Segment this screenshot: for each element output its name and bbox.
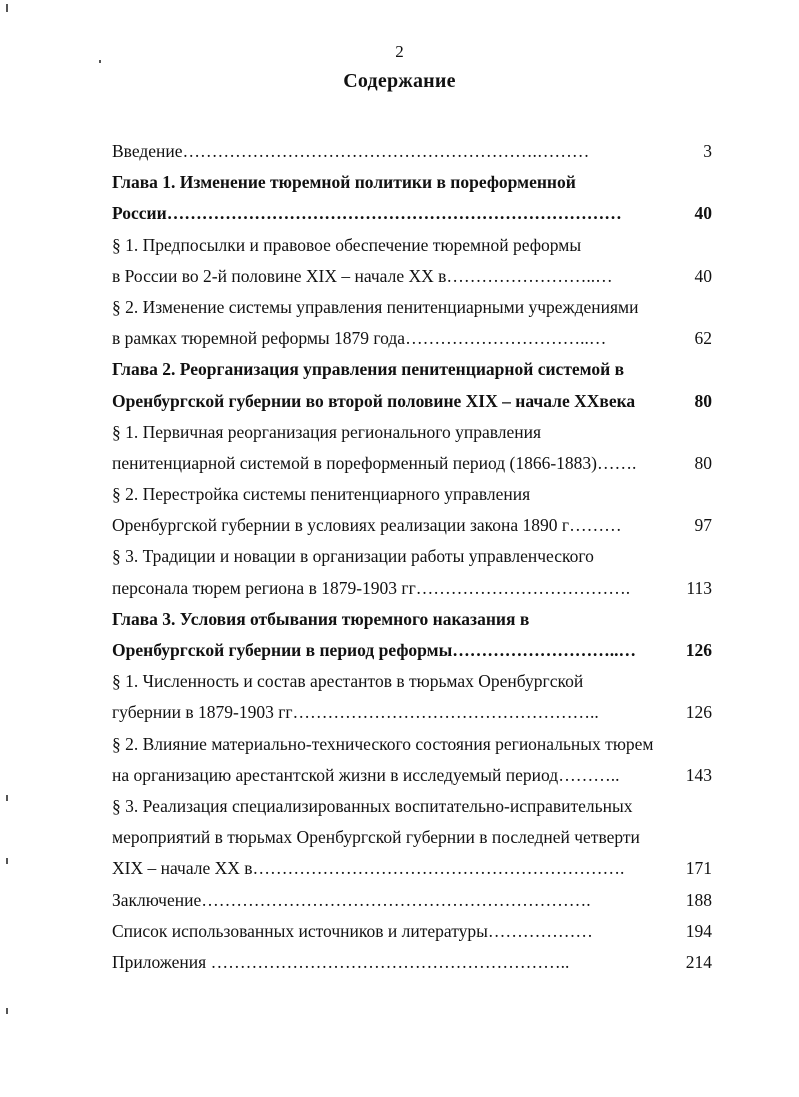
toc-entry-text: XIX – начале XX в………………………………………………………. bbox=[112, 858, 625, 879]
toc-page-number: 188 bbox=[685, 889, 712, 910]
toc-line bbox=[112, 167, 712, 198]
toc-entry-text: персонала тюрем региона в 1879-1903 гг………………………………. bbox=[112, 577, 631, 598]
toc-line bbox=[112, 822, 712, 853]
page-title: Содержание bbox=[343, 70, 456, 92]
toc-page-number: 80 bbox=[694, 452, 712, 473]
toc-entry-text: пенитенциарной системой в пореформенный период (1866-1883)……. bbox=[112, 452, 637, 473]
toc-entry-text: Приложения …………………………………………………….. bbox=[112, 951, 570, 972]
toc-entry-text: мероприятий в тюрьмах Оренбургской губернии в последней четверти bbox=[112, 827, 640, 848]
toc-line bbox=[112, 604, 712, 635]
toc-entry-text: § 1. Предпосылки и правовое обеспечение тюремной реформы bbox=[112, 234, 582, 255]
toc-line bbox=[112, 573, 712, 604]
toc-line bbox=[112, 479, 712, 510]
toc-entry-text: Введение…………………………………………………….……… bbox=[112, 141, 590, 161]
toc-entry-text: § 3. Реализация специализированных воспитательно-исправительных bbox=[112, 795, 633, 816]
toc-entry-text: § 1. Первичная реорганизация регионального управления bbox=[112, 421, 542, 442]
toc-line bbox=[112, 386, 712, 417]
toc-line bbox=[112, 729, 712, 760]
toc-entry-text: в рамках тюремной реформы 1879 года…………………………..… bbox=[112, 328, 607, 349]
toc-page-number: 126 bbox=[685, 640, 712, 660]
toc-entry-text: Список использованных источников и литературы……………… bbox=[112, 920, 593, 941]
toc-line bbox=[112, 760, 712, 791]
page-number: 2 bbox=[395, 42, 404, 61]
toc-line bbox=[112, 448, 712, 479]
toc-entry-text: Оренбургской губернии в условиях реализации закона 1890 г……… bbox=[112, 515, 622, 536]
toc-line bbox=[112, 916, 712, 947]
toc-entry-text: губернии в 1879-1903 гг…………………………………………….. bbox=[112, 702, 599, 723]
toc-line bbox=[112, 541, 712, 572]
toc-entry-text: § 3. Традиции и новации в организации работы управленческого bbox=[112, 546, 594, 567]
toc-line bbox=[112, 198, 712, 229]
toc-line bbox=[112, 510, 712, 541]
toc-line bbox=[112, 136, 712, 167]
toc-line bbox=[112, 791, 712, 822]
toc-page-number: 97 bbox=[694, 515, 712, 536]
toc-page-number: 194 bbox=[685, 920, 712, 941]
toc-line bbox=[112, 261, 712, 292]
scan-mark bbox=[99, 60, 101, 63]
scan-mark bbox=[6, 1008, 8, 1014]
toc-entry-text: § 2. Изменение системы управления пенитенциарными учреждениями bbox=[112, 296, 639, 317]
toc-entry-text: Заключение…………………………………………………………. bbox=[112, 889, 591, 910]
toc-entry-text: России…………………………………………………………………… bbox=[112, 203, 622, 224]
scan-mark bbox=[6, 858, 8, 864]
table-of-contents bbox=[112, 136, 712, 978]
toc-line bbox=[112, 697, 712, 728]
toc-page-number: 143 bbox=[685, 764, 712, 785]
toc-entry-text: на организацию арестантской жизни в исследуемый период……….. bbox=[112, 764, 620, 785]
toc-entry-text: Оренбургской губернии во второй половине XIX – начале XXвека bbox=[112, 390, 636, 411]
toc-page-number: 214 bbox=[685, 951, 712, 972]
toc-page-number: 40 bbox=[694, 265, 712, 286]
toc-page-number: 62 bbox=[694, 328, 712, 349]
toc-entry-text: § 2. Влияние материально-технического состояния региональных тюрем bbox=[112, 733, 654, 754]
toc-line bbox=[112, 417, 712, 448]
toc-entry-text: § 1. Численность и состав арестантов в тюрьмах Оренбургской bbox=[112, 671, 584, 692]
toc-page-number: 3 bbox=[703, 141, 712, 161]
toc-line bbox=[112, 853, 712, 884]
toc-line bbox=[112, 885, 712, 916]
toc-page-number: 171 bbox=[685, 858, 712, 879]
scan-mark bbox=[6, 4, 8, 12]
toc-line bbox=[112, 292, 712, 323]
toc-entry-text: § 2. Перестройка системы пенитенциарного управления bbox=[112, 484, 531, 505]
toc-entry-text: Глава 3. Условия отбывания тюремного наказания в bbox=[112, 608, 530, 629]
toc-line bbox=[112, 230, 712, 261]
toc-entry-text: Глава 2. Реорганизация управления пенитенциарной системой в bbox=[112, 359, 625, 380]
toc-line bbox=[112, 666, 712, 697]
toc-line bbox=[112, 947, 712, 978]
toc-entry-text: Оренбургской губернии в период реформы………………………..… bbox=[112, 640, 636, 660]
toc-line bbox=[112, 323, 712, 354]
toc-page-number: 80 bbox=[694, 390, 712, 411]
toc-entry-text: Глава 1. Изменение тюремной политики в пореформенной bbox=[112, 172, 576, 193]
toc-page-number: 113 bbox=[686, 577, 712, 598]
toc-page-number: 40 bbox=[694, 203, 712, 224]
toc-page-number: 126 bbox=[685, 702, 712, 723]
scan-mark bbox=[6, 795, 8, 801]
toc-entry-text: в России во 2-й половине XIX – начале XX в……………………..… bbox=[112, 265, 613, 286]
toc-line bbox=[112, 354, 712, 385]
toc-line bbox=[112, 635, 712, 666]
